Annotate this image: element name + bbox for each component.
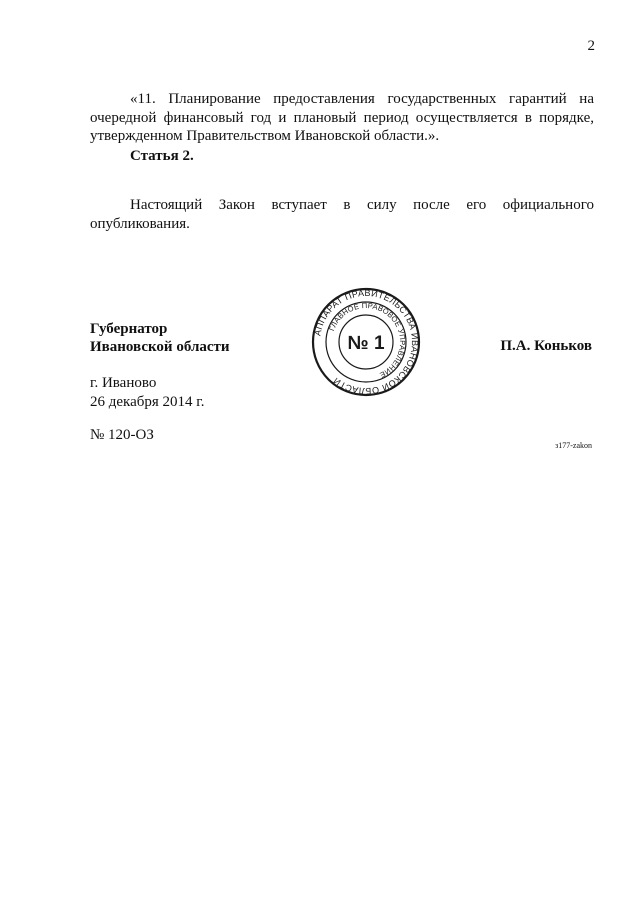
article-heading: Статья 2. (130, 148, 194, 164)
signature-title-line2: Ивановской области (90, 339, 230, 355)
stamp-center-number: № 1 (347, 333, 385, 354)
signature-title (90, 320, 230, 356)
law-number: № 120-ОЗ (90, 427, 154, 443)
place: г. Иваново (90, 375, 157, 391)
paragraph-amendment: «11. Планирование предоставления государственных гарантий на очередной финансовый год и плановый период осуществляется в порядке, утвержденном Правительством Ивановской области.». (90, 91, 594, 144)
stamp-inner-text: ГЛАВНОЕ ПРАВОВОЕ УПРАВЛЕНИЕ (327, 300, 408, 380)
signature-title-line1: Губернатор (90, 321, 168, 337)
signature-name: П.А. Коньков (500, 338, 592, 354)
date: 26 декабря 2014 г. (90, 393, 205, 410)
stamp-outer-text: АППАРАТ ПРАВИТЕЛЬСТВА ИВАНОВСКОЙ ОБЛАСТИ (312, 287, 421, 397)
file-code: з177-zakon (555, 441, 592, 450)
official-stamp (311, 287, 421, 397)
place-date (90, 374, 205, 411)
page-number: 2 (587, 38, 595, 54)
paragraph-entry-into-force: Настоящий Закон вступает в силу после его официального опубликования. (90, 197, 594, 232)
